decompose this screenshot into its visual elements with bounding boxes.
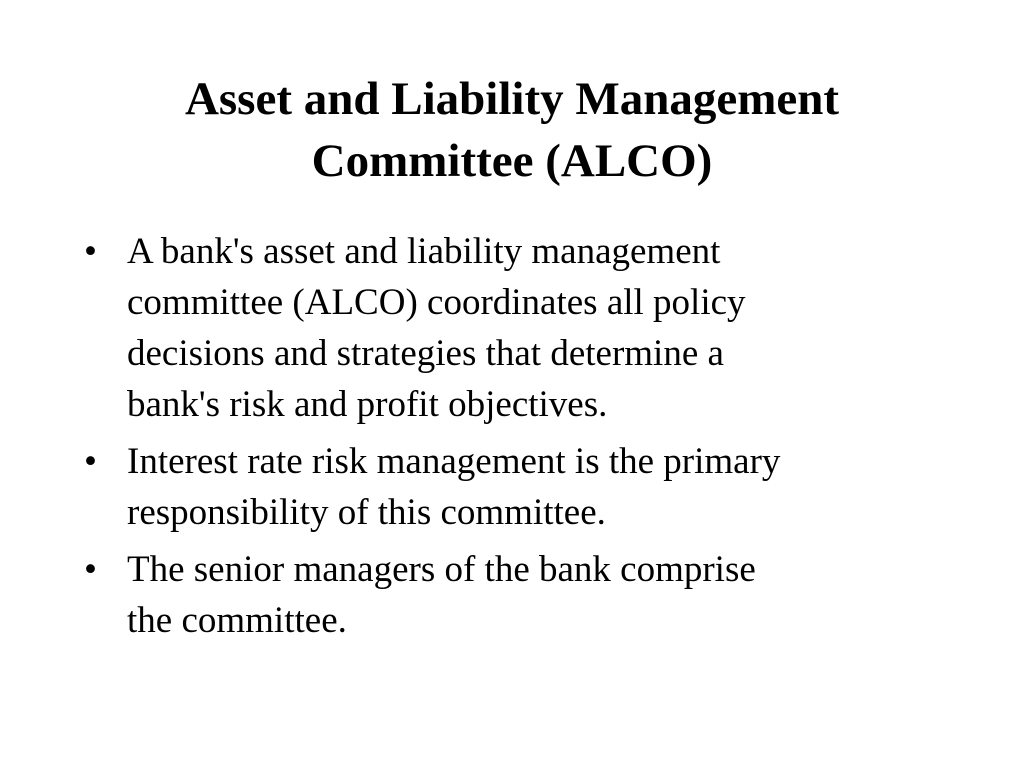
bullet-list [84, 226, 964, 652]
bullet-text-line: decisions and strategies that determine a [127, 333, 724, 374]
bullet-text-line: A bank's asset and liability management [127, 231, 721, 272]
bullet-item-senior-managers [84, 544, 964, 646]
bullet-text-line: committee (ALCO) coordinates all policy [127, 282, 746, 323]
bullet-text [127, 226, 964, 430]
bullet-text-line: bank's risk and profit objectives. [127, 384, 608, 425]
bullet-item-alco-role [84, 226, 964, 430]
bullet-icon: • [84, 231, 97, 272]
bullet-text-line: the committee. [127, 600, 347, 641]
bullet-icon: • [84, 441, 97, 482]
bullet-icon: • [84, 549, 97, 590]
slide-title [60, 68, 964, 192]
bullet-text-line: Interest rate risk management is the primary [127, 441, 781, 482]
bullet-text-line: The senior managers of the bank comprise [127, 549, 756, 590]
bullet-item-interest-rate-risk [84, 436, 964, 538]
slide-title-line: Committee (ALCO) [311, 135, 713, 187]
bullet-text-line: responsibility of this committee. [127, 492, 606, 533]
bullet-text [127, 436, 964, 538]
bullet-text [127, 544, 964, 646]
slide-title-line: Asset and Liability Management [184, 73, 840, 125]
